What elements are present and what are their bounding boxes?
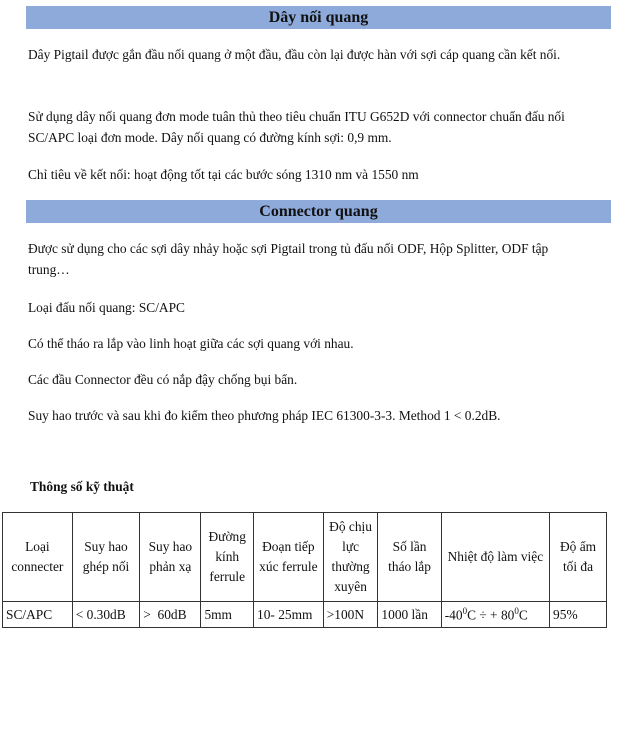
temp-range: C ÷ + 80 bbox=[467, 607, 515, 623]
col-header-ferrule-diameter: Đường kính ferrule bbox=[201, 513, 254, 602]
col-header-ferrule-contact: Đoạn tiếp xúc ferrule bbox=[254, 513, 324, 602]
temp-unit: C bbox=[518, 607, 528, 623]
cell-insertion-loss: < 0.30dB bbox=[72, 602, 140, 628]
col-header-insertion-loss: Suy hao ghép nối bbox=[72, 513, 140, 602]
cell-type: SC/APC bbox=[3, 602, 73, 628]
degree-sup: 0 bbox=[462, 605, 468, 616]
paragraph: Loại đấu nối quang: SC/APC bbox=[28, 300, 185, 315]
cell-humidity: 95% bbox=[550, 602, 607, 628]
col-header-temperature: Nhiệt độ làm việc bbox=[441, 513, 549, 602]
paragraph: Có thể tháo ra lắp vào linh hoạt giữa các sợi quang với nhau. bbox=[28, 336, 354, 351]
section-title-connector: Connector quang bbox=[26, 200, 611, 223]
cell-cycles: 1000 lần bbox=[378, 602, 441, 628]
paragraph: Dây Pigtail được gắn đầu nối quang ở một đầu, đầu còn lại được hàn với sợi cáp quang cần kết nối. bbox=[28, 47, 561, 62]
paragraph: Suy hao trước và sau khi đo kiểm theo phương pháp IEC 61300-3-3. Method 1 < 0.2dB. bbox=[28, 408, 501, 423]
table-header-row bbox=[3, 513, 607, 602]
paragraph: Được sử dụng cho các sợi dây nhảy hoặc sợi Pigtail trong tủ đấu nối ODF, Hộp Splitter, ODF tập trung… bbox=[28, 241, 549, 277]
paragraph: Sử dụng dây nối quang đơn mode tuân thủ theo tiêu chuẩn ITU G652D với connector chuẩn đấu nối SC/APC loại đơn mode. Dây nối quang có đường kính sợi: 0,9 mm. bbox=[28, 109, 565, 145]
col-header-humidity: Độ ẩm tối đa bbox=[550, 513, 607, 602]
cell-strength: >100N bbox=[323, 602, 378, 628]
paragraph: Chỉ tiêu về kết nối: hoạt động tốt tại các bước sóng 1310 nm và 1550 nm bbox=[28, 167, 419, 182]
section-title-fiber-patch: Dây nối quang bbox=[26, 6, 611, 29]
cell-ferrule-contact: 10- 25mm bbox=[254, 602, 324, 628]
temp-low: -40 bbox=[444, 607, 463, 623]
cell-return-loss: > 60dB bbox=[140, 602, 201, 628]
specs-heading: Thông số kỹ thuật bbox=[30, 479, 134, 494]
paragraph: Các đầu Connector đều có nắp đậy chống bụi bẩn. bbox=[28, 372, 298, 387]
col-header-type: Loại connecter bbox=[3, 513, 73, 602]
cell-ferrule-diameter: 5mm bbox=[201, 602, 254, 628]
table-row bbox=[3, 602, 607, 628]
specs-table bbox=[2, 512, 607, 628]
col-header-cycles: Số lần tháo lắp bbox=[378, 513, 441, 602]
cell-temperature bbox=[441, 602, 549, 628]
col-header-strength: Độ chịu lực thường xuyên bbox=[323, 513, 378, 602]
degree-sup: 0 bbox=[514, 605, 519, 616]
col-header-return-loss: Suy hao phản xạ bbox=[140, 513, 201, 602]
